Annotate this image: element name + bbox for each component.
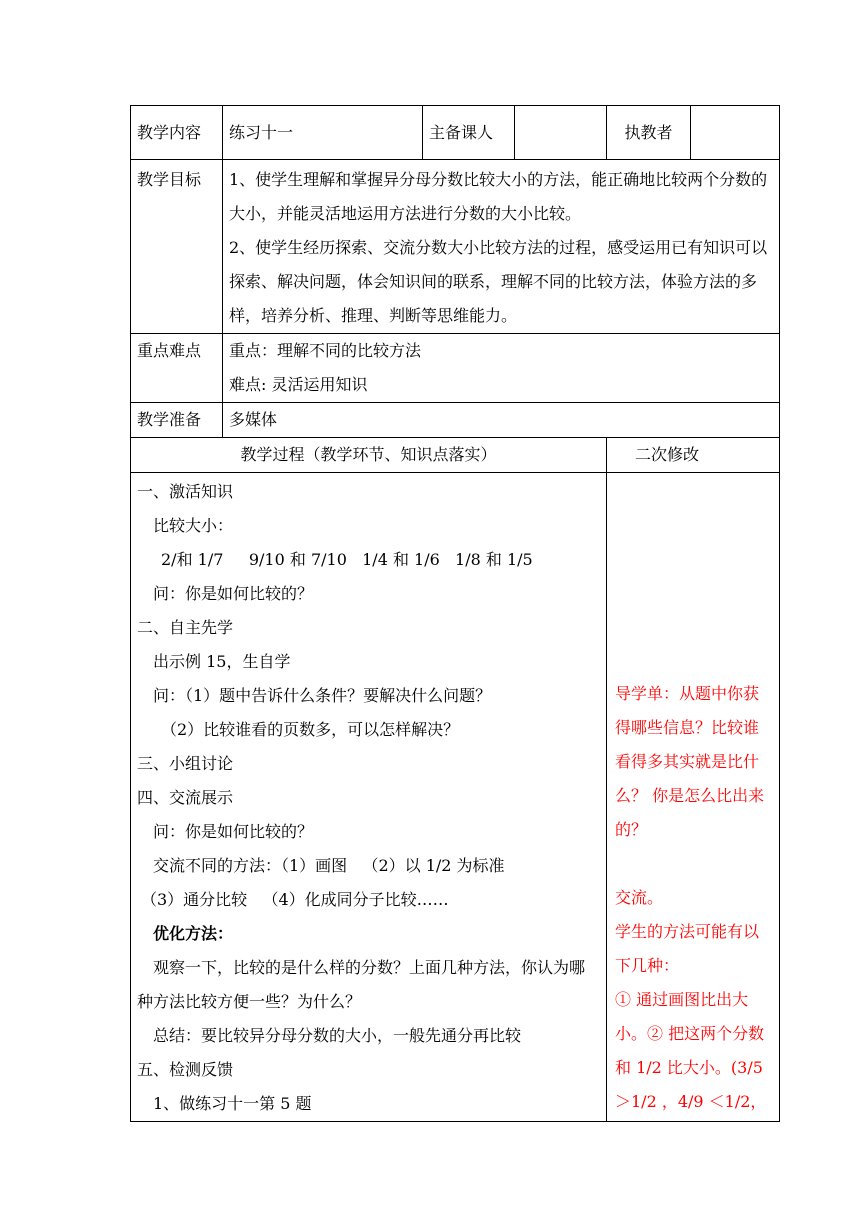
prep-label: 教学准备 xyxy=(131,403,223,438)
process-line: 问：（1）题中告诉什么条件？要解决什么问题？ xyxy=(153,686,492,705)
key-points-row xyxy=(131,334,780,403)
prep-row xyxy=(131,403,780,438)
key-points-label: 重点难点 xyxy=(131,334,223,403)
process-line: 问：你是如何比较的？ xyxy=(153,584,314,603)
process-line: 观察一下，比较的是什么样的分数？上面几种方法，你认为哪种方法比较方便一些？为什么？ xyxy=(137,958,586,1011)
goals-label: 教学目标 xyxy=(131,160,223,334)
revision-note: 导学单：从题中你获得哪些信息？比较谁看得多其实就是比什么？ 你是怎么比出来的？ xyxy=(615,684,765,839)
process-line: 五、检测反馈 xyxy=(137,1060,234,1079)
focus-text: 重点：理解不同的比较方法 xyxy=(229,341,422,360)
teacher-value xyxy=(691,106,780,160)
process-line: 三、小组讨论 xyxy=(137,754,234,773)
revision-spacer xyxy=(615,473,773,677)
revision-content xyxy=(607,473,780,1122)
process-row xyxy=(131,473,780,1122)
preparer-value xyxy=(515,106,607,160)
goals-row xyxy=(131,160,780,334)
revision-spacer xyxy=(615,847,773,881)
content-value: 练习十一 xyxy=(223,106,423,160)
process-line: 问：你是如何比较的？ xyxy=(153,822,314,841)
process-line: 比较大小： xyxy=(153,516,234,535)
prep-value: 多媒体 xyxy=(223,403,780,438)
process-line: 四、交流展示 xyxy=(137,788,234,807)
process-header-left: 教学过程（教学环节、知识点落实） xyxy=(131,438,607,473)
lesson-plan-table xyxy=(130,105,780,1122)
process-line: 2/和 1/7 9/10 和 7/10 1/4 和 1/6 1/8 和 1/5 xyxy=(161,550,533,569)
process-line: 1、做练习十一第 5 题 xyxy=(153,1094,312,1113)
process-line: 二、自主先学 xyxy=(137,618,234,637)
process-line: 出示例 15，生自学 xyxy=(153,652,291,671)
goal-paragraph-1: 1、使学生理解和掌握异分母分数比较大小的方法，能正确地比较两个分数的大小，并能灵活地运用方法进行分数的大小比较。 xyxy=(229,170,768,223)
header-row xyxy=(131,106,780,160)
process-line-bold: 优化方法： xyxy=(153,924,234,943)
process-line: 总结：要比较异分母分数的大小，一般先通分再比较 xyxy=(153,1026,522,1045)
process-header-row xyxy=(131,438,780,473)
process-content xyxy=(131,473,607,1122)
process-line: 一、激活知识 xyxy=(137,482,234,501)
revision-note: ① 通过画图比出大小。② 把这两个分数和 1/2 比大小。(3/5 ＞1/2 ，4/9 ＜1/2， xyxy=(615,990,767,1111)
teacher-label: 执教者 xyxy=(607,106,691,160)
preparer-label: 主备课人 xyxy=(423,106,515,160)
revision-note: 学生的方法可能有以下几种： xyxy=(615,922,760,975)
revision-note: 交流。 xyxy=(615,888,664,907)
goal-paragraph-2: 2、使学生经历探索、交流分数大小比较方法的过程，感受运用已有知识可以探索、解决问题，体会知识间的联系，理解不同的比较方法，体验方法的多样，培养分析、推理、判断等思维能力。 xyxy=(229,238,768,325)
process-line: （2）比较谁看的页数多，可以怎样解决？ xyxy=(161,720,460,739)
process-line: 交流不同的方法：（1）画图 （2）以 1/2 为标准 xyxy=(153,856,505,875)
process-header-right: 二次修改 xyxy=(607,438,780,473)
process-line: （3）通分比较 （4）化成同分子比较…… xyxy=(141,890,449,909)
goals-content xyxy=(223,160,780,334)
key-points-content xyxy=(223,334,780,403)
content-label: 教学内容 xyxy=(131,106,223,160)
difficulty-text: 难点: 灵活运用知识 xyxy=(229,375,368,394)
